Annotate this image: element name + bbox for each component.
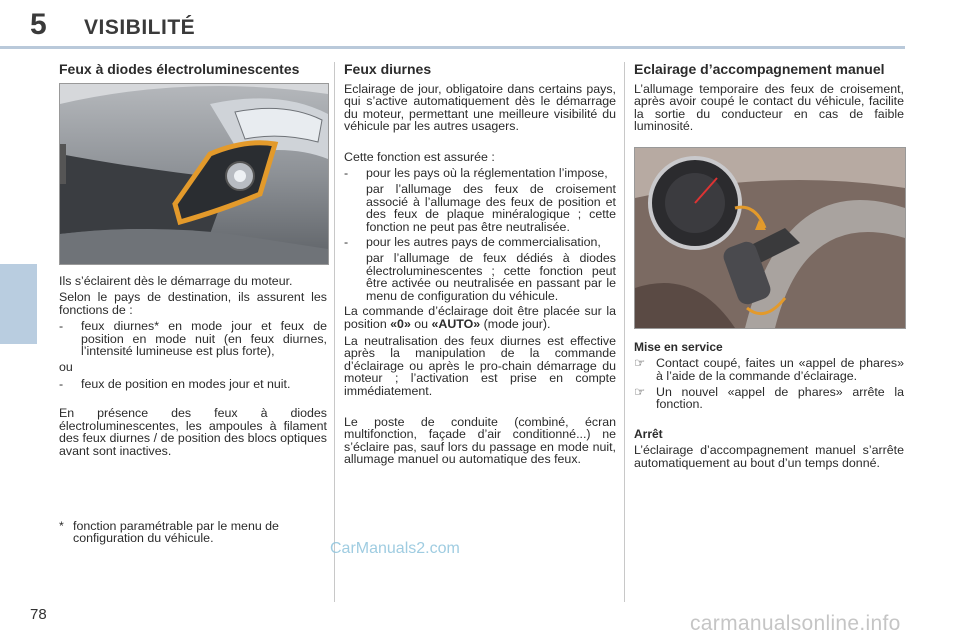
list-text: Un nouvel «appel de phares» arrête la fonction. bbox=[656, 384, 904, 412]
footnote bbox=[59, 520, 327, 545]
position-auto: «AUTO» bbox=[431, 317, 481, 331]
hand-pointer-icon: ☞ bbox=[634, 356, 646, 371]
chapter-side-tab bbox=[0, 264, 37, 344]
hand-pointer-icon: ☞ bbox=[634, 384, 646, 399]
list-item bbox=[59, 320, 327, 358]
paragraph: En présence des feux à diodes électroluminescentes, les ampoules à filament des feux diurnes / de position des blocs optiques avant sont inactives. bbox=[59, 406, 327, 459]
section-title: Feux diurnes bbox=[344, 61, 432, 77]
dash-marker: - bbox=[59, 376, 64, 391]
column-divider bbox=[624, 62, 625, 602]
section-title: Feux à diodes électroluminescentes bbox=[59, 61, 300, 77]
dash-marker: - bbox=[344, 235, 349, 250]
chapter-number: 5 bbox=[30, 8, 47, 41]
list-item bbox=[344, 167, 616, 180]
list-text: feux de position en modes jour et nuit. bbox=[81, 376, 291, 391]
paragraph: Le poste de conduite (combiné, écran multifonction, façade d’air conditionné...) ne s’éclaire pas, sauf lors du passage en mode nuit, allumage manuel ou automatique des feux. bbox=[344, 414, 616, 467]
page-number: 78 bbox=[30, 606, 47, 623]
footer-url[interactable]: carmanualsonline.info bbox=[690, 612, 901, 635]
dash-marker: - bbox=[59, 319, 64, 334]
position-zero: «0» bbox=[390, 317, 411, 331]
list-item bbox=[634, 386, 904, 411]
subsection-title: Arrêt bbox=[634, 426, 663, 441]
dash-marker: - bbox=[344, 166, 349, 181]
subsection-title: Mise en service bbox=[634, 339, 723, 354]
paragraph: Eclairage de jour, obligatoire dans certains pays, qui s’active automatiquement dès le démarrage du moteur, permettant une meilleure visibilité du véhicule par les autres usagers. bbox=[344, 81, 616, 134]
paragraph: L’éclairage d’accompagnement manuel s’arrête automatiquement au bout d’un temps donné. bbox=[634, 443, 904, 471]
paragraph: L’allumage temporaire des feux de croisement, après avoir coupé le contact du véhicule, facilite la sortie du conducteur en cas de faible luminosité. bbox=[634, 81, 904, 134]
lighting-stalk-photo bbox=[634, 147, 906, 329]
list-text: pour les pays où la réglementation l’impose, bbox=[366, 166, 608, 181]
paragraph: Cette fonction est assurée : bbox=[344, 149, 495, 164]
column-daytime-lights bbox=[344, 62, 616, 470]
car-front-led-photo bbox=[59, 83, 329, 265]
list-text: feux diurnes* en mode jour et feux de position en mode nuit (en feux diurnes, l’intensité lumineuse est plus forte), bbox=[81, 319, 327, 359]
column-divider bbox=[334, 62, 335, 602]
chapter-title: VISIBILITÉ bbox=[84, 16, 196, 39]
paragraph: La commande d’éclairage doit être placée sur la position «0» ou «AUTO» (mode jour). bbox=[344, 304, 616, 331]
list-text: pour les autres pays de commercialisation, bbox=[366, 235, 601, 250]
list-item bbox=[59, 378, 327, 391]
section-title: Eclairage d’accompagnement manuel bbox=[634, 61, 885, 77]
list-subtext: par l’allumage des feux de croisement associé à l’allumage des feux de position et des feux de plaque minéralogique ; cette fonction ne peut pas être neutralisée. bbox=[366, 182, 616, 234]
paragraph: La neutralisation des feux diurnes est effective après la manipulation de la commande d’éclairage ou après le pro-chain démarrage du moteur ; l’activation est prise en compte immédiatement. bbox=[344, 333, 616, 398]
list-text: Contact coupé, faites un «appel de phares» à l’aide de la commande d’éclairage. bbox=[656, 356, 904, 384]
column-follow-me-home bbox=[634, 62, 904, 474]
list-item bbox=[634, 357, 904, 382]
header-rule bbox=[0, 46, 905, 49]
footnote-marker: * bbox=[59, 518, 64, 533]
paragraph: Ils s’éclairent dès le démarrage du moteur. bbox=[59, 273, 293, 288]
column-led-lights bbox=[59, 62, 327, 545]
paragraph: ou bbox=[59, 360, 73, 375]
footnote-text: fonction paramétrable par le menu de configuration du véhicule. bbox=[73, 518, 279, 546]
list-subtext: par l’allumage de feux dédiés à diodes électroluminescentes ; cette fonction peut être activée ou neutralisée en passant par le menu de configuration du véhicule. bbox=[366, 251, 616, 303]
list-item bbox=[344, 236, 616, 249]
watermark-text: CarManuals2.com bbox=[330, 540, 460, 557]
paragraph: Selon le pays de destination, ils assurent les fonctions de : bbox=[59, 290, 327, 317]
